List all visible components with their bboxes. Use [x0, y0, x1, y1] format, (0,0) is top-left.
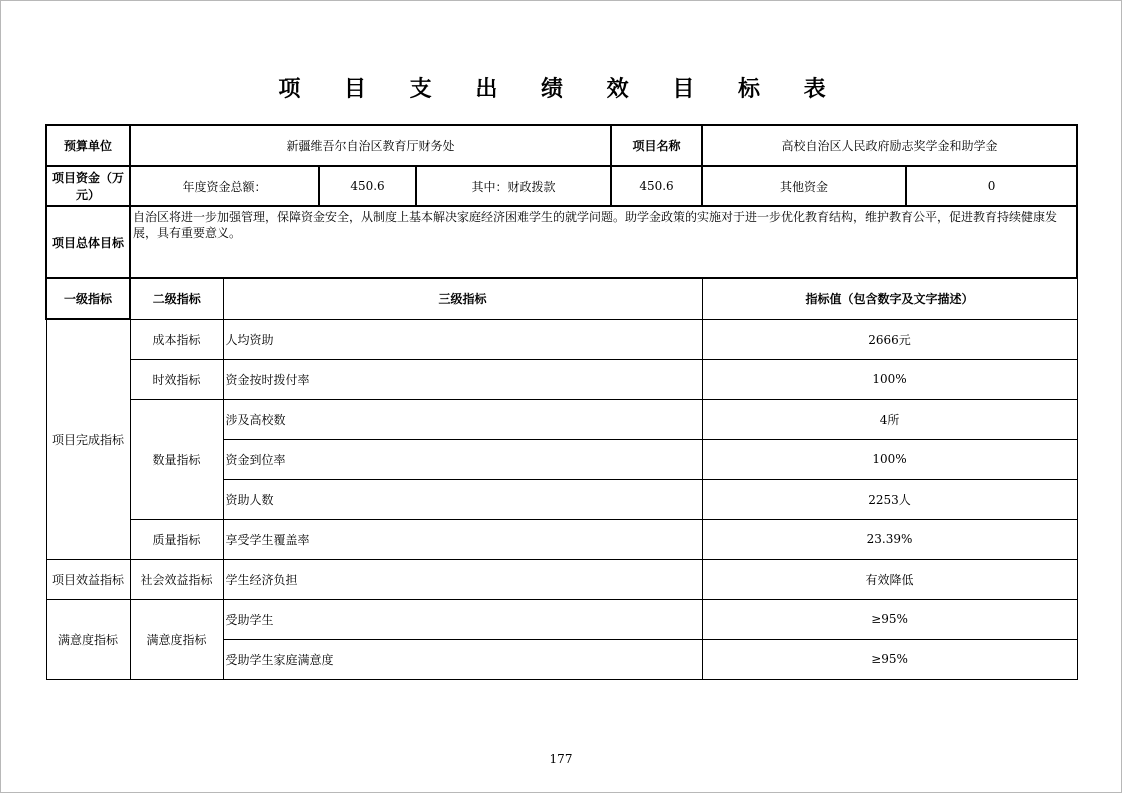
budget-unit-value: 新疆维吾尔自治区教育厅财务处 — [130, 125, 611, 166]
header-level1: 一级指标 — [46, 278, 130, 319]
value-cell: 2253人 — [702, 479, 1077, 519]
other-funds-label: 其他资金 — [702, 166, 906, 206]
project-name-label: 项目名称 — [611, 125, 702, 166]
table-row — [46, 359, 1077, 399]
subgroup-social: 社会效益指标 — [130, 559, 223, 599]
annual-total-value: 450.6 — [319, 166, 416, 206]
indicator-cell: 学生经济负担 — [223, 559, 702, 599]
budget-unit-label: 预算单位 — [46, 125, 130, 166]
subgroup-cost: 成本指标 — [130, 319, 223, 359]
value-cell: 有效降低 — [702, 559, 1077, 599]
indicator-cell: 资助人数 — [223, 479, 702, 519]
value-cell: 23.39% — [702, 519, 1077, 559]
table-row — [46, 399, 1077, 439]
value-cell: 100% — [702, 439, 1077, 479]
funds-row — [46, 166, 1077, 206]
fiscal-value: 450.6 — [611, 166, 702, 206]
subgroup-quality: 质量指标 — [130, 519, 223, 559]
funds-label: 项目资金（万元） — [46, 166, 130, 206]
indicator-cell: 人均资助 — [223, 319, 702, 359]
performance-table — [45, 124, 1078, 680]
fiscal-label: 其中：财政拨款 — [416, 166, 611, 206]
page-number: 177 — [549, 752, 573, 766]
group-completion: 项目完成指标 — [46, 319, 130, 559]
subgroup-satisfaction: 满意度指标 — [130, 599, 223, 679]
header-level3: 三级指标 — [223, 278, 702, 319]
header-level2: 二级指标 — [130, 278, 223, 319]
indicator-cell: 受助学生 — [223, 599, 702, 639]
goal-label: 项目总体目标 — [46, 206, 130, 278]
value-cell: 4所 — [702, 399, 1077, 439]
annual-total-label: 年度资金总额： — [130, 166, 319, 206]
table-row — [46, 559, 1077, 599]
page-title: 项 目 支 出 绩 效 目 标 表 — [278, 77, 844, 102]
table-row — [46, 599, 1077, 639]
value-cell: 2666元 — [702, 319, 1077, 359]
value-cell: ≥95% — [702, 639, 1077, 679]
project-name-value: 高校自治区人民政府励志奖学金和助学金 — [702, 125, 1077, 166]
indicator-cell: 涉及高校数 — [223, 399, 702, 439]
indicator-cell: 资金按时拨付率 — [223, 359, 702, 399]
budget-unit-row — [46, 125, 1077, 166]
group-satisfaction: 满意度指标 — [46, 599, 130, 679]
indicator-cell: 受助学生家庭满意度 — [223, 639, 702, 679]
indicator-cell: 资金到位率 — [223, 439, 702, 479]
table-row — [46, 519, 1077, 559]
goal-row — [46, 206, 1077, 278]
table-row — [46, 319, 1077, 359]
subgroup-quantity: 数量指标 — [130, 399, 223, 519]
group-benefit: 项目效益指标 — [46, 559, 130, 599]
header-value: 指标值（包含数字及文字描述） — [702, 278, 1077, 319]
value-cell: ≥95% — [702, 599, 1077, 639]
goal-text: 自治区将进一步加强管理，保障资金安全，从制度上基本解决家庭经济困难学生的就学问题。助学金政策的实施对于进一步优化教育结构，维护教育公平，促进教育持续健康发展，具有重要意义。 — [130, 206, 1077, 278]
header-row — [46, 278, 1077, 319]
other-funds-value: 0 — [906, 166, 1077, 206]
subgroup-timeliness: 时效指标 — [130, 359, 223, 399]
indicator-cell: 享受学生覆盖率 — [223, 519, 702, 559]
value-cell: 100% — [702, 359, 1077, 399]
